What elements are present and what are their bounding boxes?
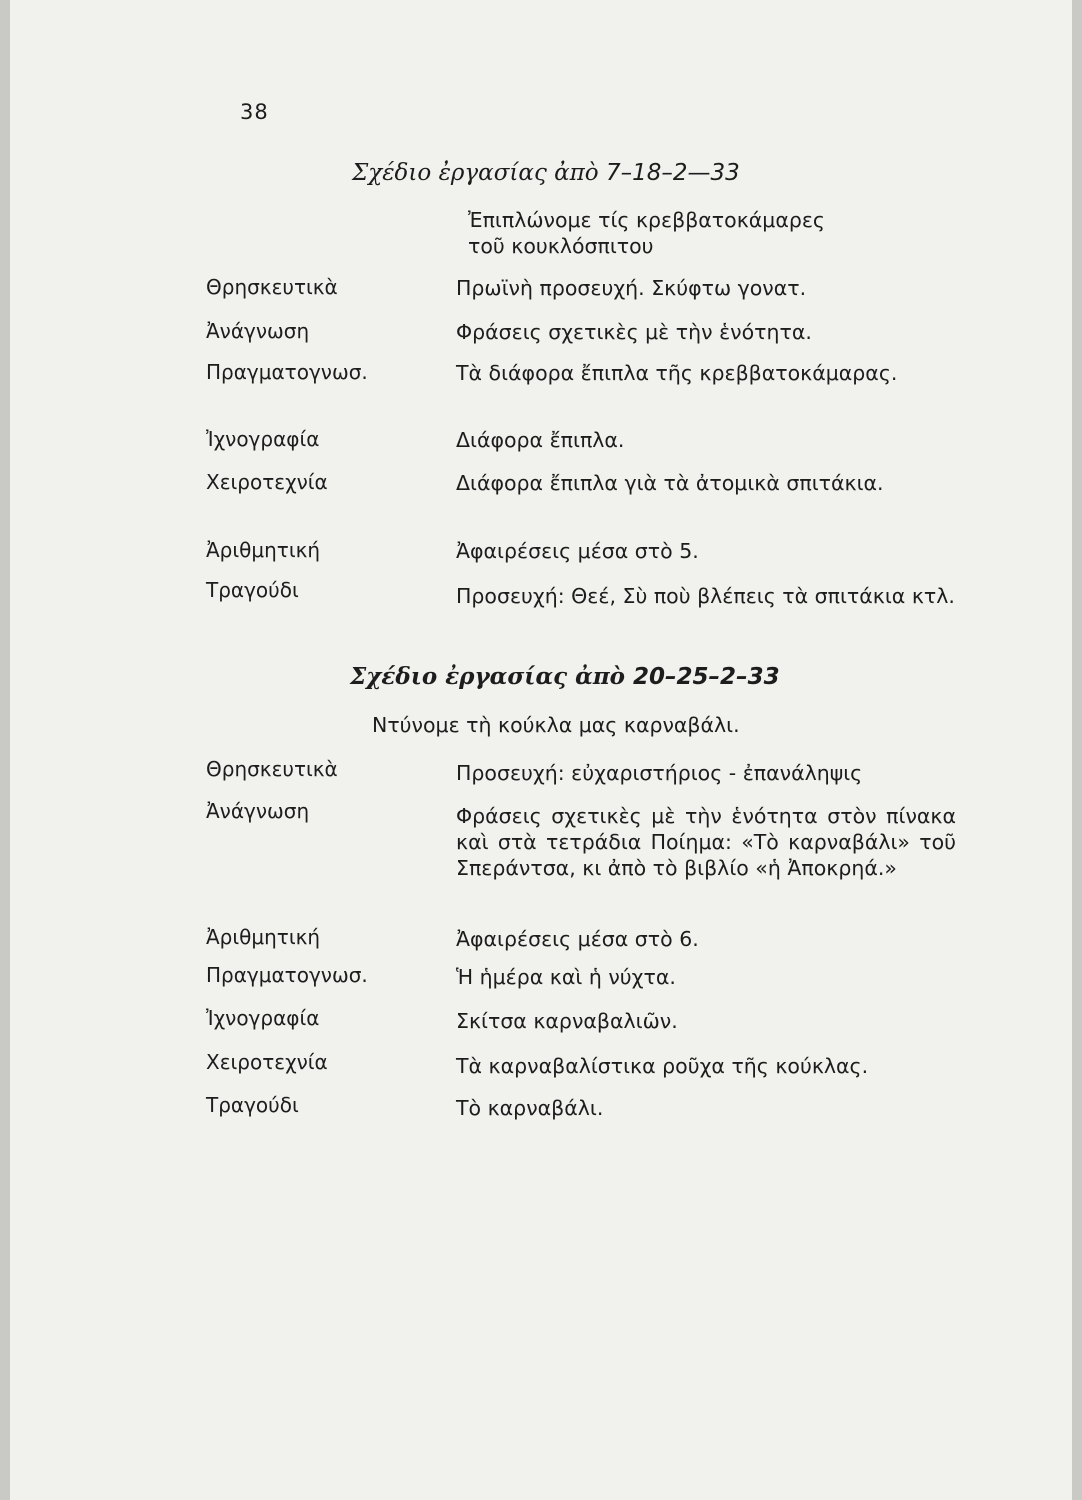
plan1-activity-5: Διάφορα ἔπιπλα γιὰ τὰ ἀτομικὰ σπιτάκια. [456,471,884,495]
plan2-activity-7: Τὸ καρναβάλι. [456,1096,604,1120]
plan1-subject-2: Ἀνάγνωση [206,319,310,343]
plan1-subject-7: Τραγούδι [206,578,299,602]
plan2-activity-3: Ἀφαιρέσεις μέσα στὸ 6. [456,927,699,951]
plan2-heading-label: Σχέδιο ἐργασίας ἀπὸ [350,663,626,690]
plan2-subject-5: Ἰχνογραφία [206,1006,320,1030]
plan1-activity-1: Πρωϊνὴ προσευχή. Σκύφτω γονατ. [456,276,807,300]
plan2-subject-3: Ἀριθμητική [206,925,321,949]
plan1-activity-4: Διάφορα ἔπιπλα. [456,428,625,452]
plan1-subject-4: Ἰχνογραφία [206,427,320,451]
plan1-subject-3: Πραγματογνωσ. [206,360,368,384]
plan1-activity-7: Προσευχή: Θεέ, Σὺ ποὺ βλέπεις τὰ σπιτάκια κτλ. [456,584,955,608]
plan1-activity-2: Φράσεις σχετικὲς μὲ τὴν ἑνότητα. [456,320,812,344]
plan1-heading [352,160,740,186]
plan2-activity-1: Προσευχή: εὐχαριστήριος - ἐπανάληψις [456,761,863,785]
plan1-subject-5: Χειροτεχνία [206,470,328,494]
plan2-title-line: Ντύνομε τὴ κούκλα μας καρναβάλι. [372,713,740,737]
plan1-subject-1: Θρησκευτικὰ [206,275,338,299]
plan2-activity-6: Τὰ καρναβαλίστικα ροῦχα τῆς κούκλας. [456,1054,869,1078]
plan2-heading [350,663,780,690]
plan1-activity-3: Τὰ διάφορα ἔπιπλα τῆς κρεββατοκάμαρας. [456,361,898,385]
plan2-subject-1: Θρησκευτικὰ [206,757,338,781]
plan2-activity-2: Φράσεις σχετικὲς μὲ τὴν ἑνότητα στὸν πίνακα καὶ στὰ τετράδια Ποίημα: «Τὸ καρναβάλι» τοῦ Σπεράντσα, κι ἀπὸ τὸ βιβλίο «ἡ Ἀποκρηά.» [456,804,956,880]
plan2-subject-2: Ἀνάγνωση [206,799,310,823]
plan1-activity-6: Ἀφαιρέσεις μέσα στὸ 5. [456,539,699,563]
plan1-title-line1: Ἐπιπλώνομε τίς κρεββατοκάμαρες [468,208,825,232]
plan2-activity-4: Ἡ ἡμέρα καὶ ἡ νύχτα. [456,965,676,989]
plan1-heading-label: Σχέδιο ἐργασίας ἀπὸ [352,160,599,186]
plan2-activity-5: Σκίτσα καρναβαλιῶν. [456,1009,678,1033]
plan1-heading-date: 7–18–2—33 [605,160,740,186]
plan1-title-line2: τοῦ κουκλόσπιτου [468,234,654,258]
page-number: 38 [240,100,269,124]
plan1-subject-6: Ἀριθμητική [206,538,321,562]
plan2-subject-6: Χειροτεχνία [206,1050,328,1074]
plan2-subject-7: Τραγούδι [206,1093,299,1117]
page [10,0,1072,1500]
plan2-heading-date: 20–25–2–33 [633,664,780,690]
plan2-subject-4: Πραγματογνωσ. [206,963,368,987]
